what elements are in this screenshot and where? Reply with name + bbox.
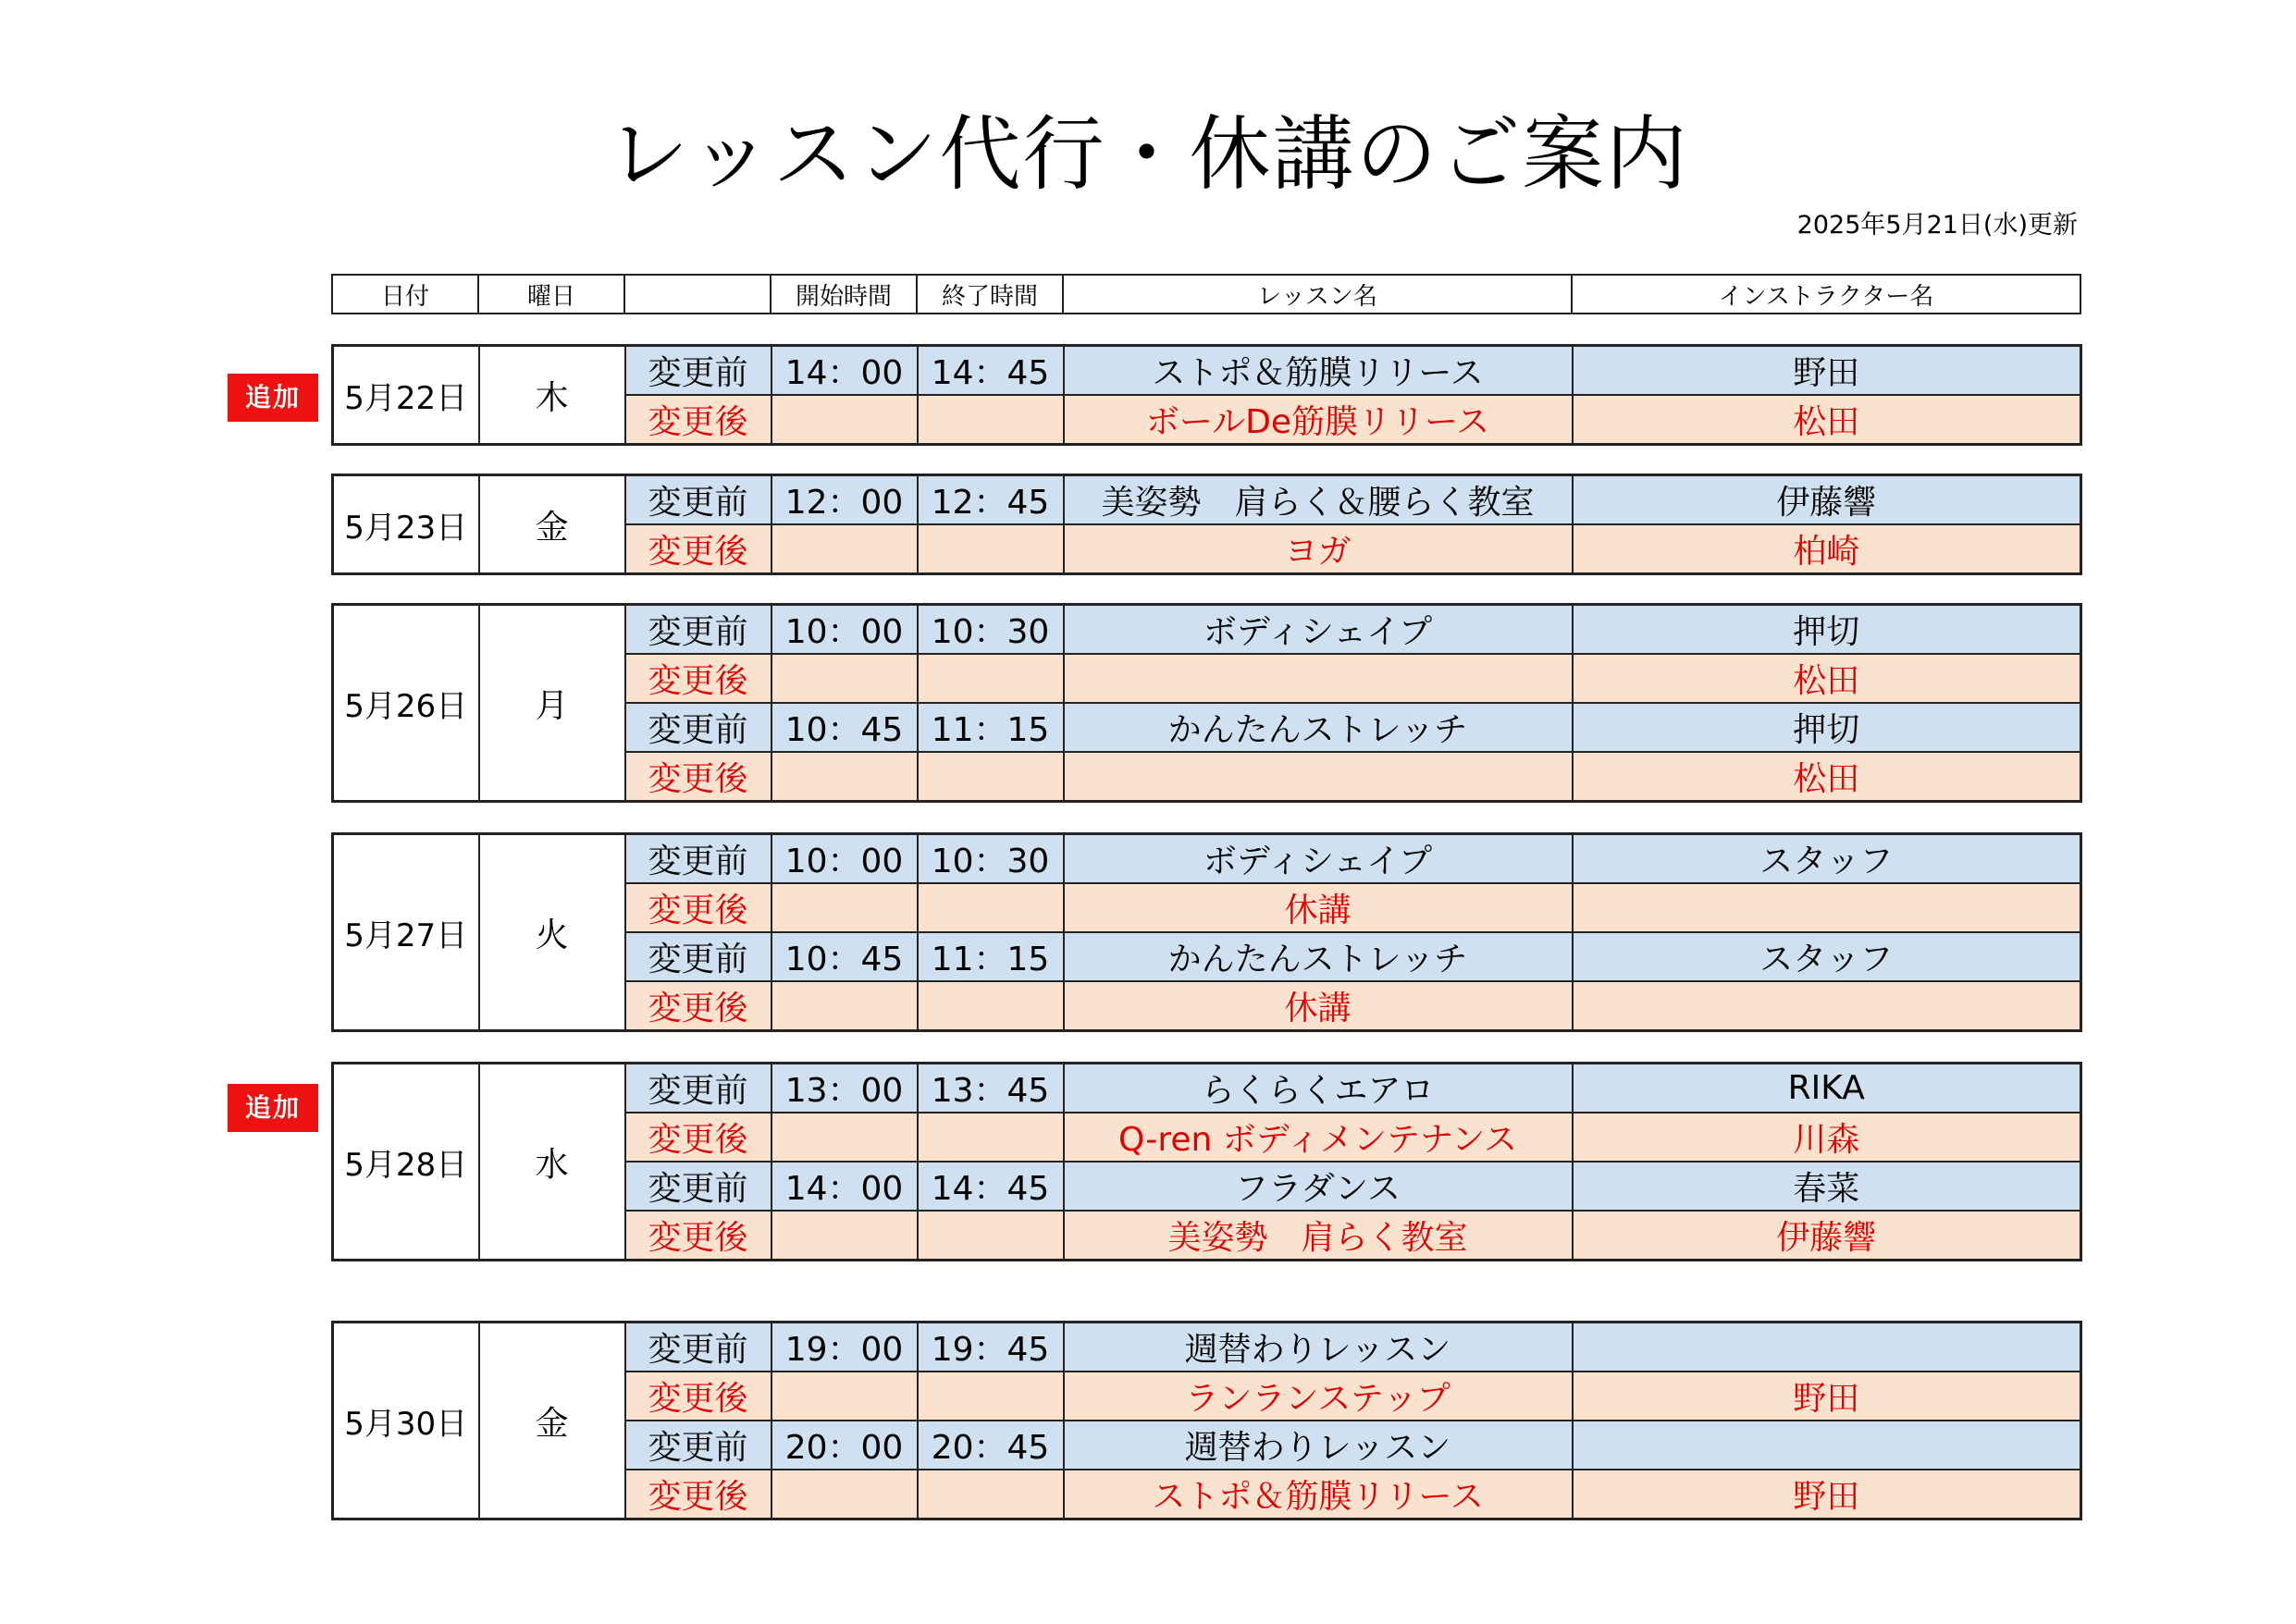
change-type-cell: 変更後 <box>625 1470 772 1519</box>
date-cell: 5月22日 <box>333 346 479 445</box>
start-time-cell <box>772 1113 918 1162</box>
end-time-cell: 10：30 <box>918 605 1064 655</box>
header-instructor: インストラクター名 <box>1572 275 2080 314</box>
instructor-cell: RIKA <box>1573 1064 2081 1113</box>
change-type-cell: 変更後 <box>625 654 772 703</box>
start-time-cell: 14：00 <box>772 346 918 396</box>
change-type-cell: 変更前 <box>625 834 772 884</box>
instructor-cell <box>1573 1421 2081 1470</box>
start-time-cell: 13：00 <box>772 1064 918 1113</box>
instructor-cell: 松田 <box>1573 752 2081 802</box>
instructor-cell: 野田 <box>1573 1470 2081 1519</box>
header-start: 開始時間 <box>771 275 917 314</box>
weekday-cell: 火 <box>479 834 625 1031</box>
lesson-name-cell: ランランステップ <box>1064 1372 1573 1421</box>
end-time-cell <box>918 1372 1064 1421</box>
table-row <box>333 605 2081 655</box>
schedule-block <box>331 344 2082 446</box>
lesson-name-cell: かんたんストレッチ <box>1064 703 1573 752</box>
instructor-cell: 春菜 <box>1573 1162 2081 1211</box>
end-time-cell: 10：30 <box>918 834 1064 884</box>
lesson-name-cell: かんたんストレッチ <box>1064 932 1573 981</box>
schedule-header <box>331 274 2081 314</box>
lesson-name-cell: ストポ＆筋膜リリース <box>1064 1470 1573 1519</box>
change-type-cell: 変更前 <box>625 1323 772 1372</box>
instructor-cell: スタッフ <box>1573 932 2081 981</box>
updated-date: 2025年5月21日(水)更新 <box>1796 211 2078 240</box>
lesson-name-cell: 美姿勢 肩らく＆腰らく教室 <box>1064 475 1573 525</box>
change-type-cell: 変更後 <box>625 752 772 802</box>
change-type-cell: 変更前 <box>625 703 772 752</box>
instructor-cell <box>1573 981 2081 1031</box>
end-time-cell <box>918 1211 1064 1261</box>
instructor-cell: 松田 <box>1573 395 2081 445</box>
table-row <box>333 346 2081 396</box>
instructor-cell: 野田 <box>1573 1372 2081 1421</box>
end-time-cell <box>918 524 1064 574</box>
instructor-cell: スタッフ <box>1573 834 2081 884</box>
change-type-cell: 変更前 <box>625 1162 772 1211</box>
end-time-cell: 12：45 <box>918 475 1064 525</box>
weekday-cell: 木 <box>479 346 625 445</box>
lesson-name-cell: らくらくエアロ <box>1064 1064 1573 1113</box>
instructor-cell: 伊藤響 <box>1573 1211 2081 1261</box>
change-type-cell: 変更前 <box>625 605 772 655</box>
start-time-cell <box>772 524 918 574</box>
date-cell: 5月28日 <box>333 1064 479 1261</box>
end-time-cell: 11：15 <box>918 703 1064 752</box>
lesson-name-cell: ボディシェイプ <box>1064 834 1573 884</box>
weekday-cell: 月 <box>479 605 625 802</box>
instructor-cell <box>1573 883 2081 932</box>
instructor-cell: 松田 <box>1573 654 2081 703</box>
start-time-cell <box>772 395 918 445</box>
lesson-name-cell: 美姿勢 肩らく教室 <box>1064 1211 1573 1261</box>
start-time-cell <box>772 1372 918 1421</box>
end-time-cell <box>918 981 1064 1031</box>
lesson-name-cell <box>1064 752 1573 802</box>
table-row <box>333 834 2081 884</box>
schedule-block <box>331 1062 2082 1261</box>
change-type-cell: 変更後 <box>625 883 772 932</box>
change-type-cell: 変更前 <box>625 1421 772 1470</box>
date-cell: 5月30日 <box>333 1323 479 1519</box>
instructor-cell: 柏崎 <box>1573 524 2081 574</box>
start-time-cell <box>772 654 918 703</box>
end-time-cell <box>918 752 1064 802</box>
weekday-cell: 水 <box>479 1064 625 1261</box>
lesson-name-cell: 休講 <box>1064 981 1573 1031</box>
end-time-cell: 14：45 <box>918 1162 1064 1211</box>
change-type-cell: 変更後 <box>625 1211 772 1261</box>
table-row <box>333 1323 2081 1372</box>
change-type-cell: 変更後 <box>625 524 772 574</box>
schedule-block <box>331 1321 2082 1520</box>
instructor-cell: 押切 <box>1573 703 2081 752</box>
end-time-cell <box>918 883 1064 932</box>
change-type-cell: 変更後 <box>625 1113 772 1162</box>
lesson-name-cell: 週替わりレッスン <box>1064 1323 1573 1372</box>
start-time-cell <box>772 883 918 932</box>
lesson-name-cell: Q-ren ボディメンテナンス <box>1064 1113 1573 1162</box>
start-time-cell <box>772 1211 918 1261</box>
header-row <box>332 275 2080 314</box>
added-badge: 追加 <box>228 1084 318 1132</box>
lesson-name-cell: ボールDe筋膜リリース <box>1064 395 1573 445</box>
change-type-cell: 変更前 <box>625 1064 772 1113</box>
header-date: 日付 <box>332 275 478 314</box>
start-time-cell: 14：00 <box>772 1162 918 1211</box>
date-cell: 5月27日 <box>333 834 479 1031</box>
lesson-name-cell <box>1064 654 1573 703</box>
end-time-cell <box>918 395 1064 445</box>
change-type-cell: 変更前 <box>625 346 772 396</box>
change-type-cell: 変更前 <box>625 475 772 525</box>
start-time-cell <box>772 981 918 1031</box>
instructor-cell <box>1573 1323 2081 1372</box>
end-time-cell <box>918 1470 1064 1519</box>
header-type <box>624 275 771 314</box>
lesson-name-cell: フラダンス <box>1064 1162 1573 1211</box>
schedule-block <box>331 474 2082 575</box>
change-type-cell: 変更後 <box>625 981 772 1031</box>
schedule-block <box>331 832 2082 1032</box>
start-time-cell: 12：00 <box>772 475 918 525</box>
lesson-name-cell: ヨガ <box>1064 524 1573 574</box>
lesson-name-cell: 休講 <box>1064 883 1573 932</box>
start-time-cell <box>772 1470 918 1519</box>
table-row <box>333 475 2081 525</box>
end-time-cell: 20：45 <box>918 1421 1064 1470</box>
end-time-cell: 11：15 <box>918 932 1064 981</box>
weekday-cell: 金 <box>479 1323 625 1519</box>
table-row <box>333 1064 2081 1113</box>
instructor-cell: 押切 <box>1573 605 2081 655</box>
header-dow: 曜日 <box>478 275 624 314</box>
added-badge: 追加 <box>228 374 318 422</box>
change-type-cell: 変更後 <box>625 395 772 445</box>
start-time-cell: 20：00 <box>772 1421 918 1470</box>
lesson-name-cell: ストポ＆筋膜リリース <box>1064 346 1573 396</box>
end-time-cell: 19：45 <box>918 1323 1064 1372</box>
start-time-cell: 10：45 <box>772 932 918 981</box>
instructor-cell: 伊藤響 <box>1573 475 2081 525</box>
date-cell: 5月23日 <box>333 475 479 574</box>
change-type-cell: 変更前 <box>625 932 772 981</box>
lesson-name-cell: 週替わりレッスン <box>1064 1421 1573 1470</box>
start-time-cell: 10：00 <box>772 834 918 884</box>
page-title: レッスン代行・休講のご案内 <box>607 106 1689 202</box>
header-lesson: レッスン名 <box>1063 275 1572 314</box>
date-cell: 5月26日 <box>333 605 479 802</box>
start-time-cell: 10：45 <box>772 703 918 752</box>
weekday-cell: 金 <box>479 475 625 574</box>
schedule-block <box>331 603 2082 803</box>
change-type-cell: 変更後 <box>625 1372 772 1421</box>
instructor-cell: 川森 <box>1573 1113 2081 1162</box>
start-time-cell: 10：00 <box>772 605 918 655</box>
start-time-cell: 19：00 <box>772 1323 918 1372</box>
header-end: 終了時間 <box>917 275 1063 314</box>
end-time-cell <box>918 654 1064 703</box>
start-time-cell <box>772 752 918 802</box>
end-time-cell <box>918 1113 1064 1162</box>
lesson-name-cell: ボディシェイプ <box>1064 605 1573 655</box>
end-time-cell: 13：45 <box>918 1064 1064 1113</box>
instructor-cell: 野田 <box>1573 346 2081 396</box>
end-time-cell: 14：45 <box>918 346 1064 396</box>
